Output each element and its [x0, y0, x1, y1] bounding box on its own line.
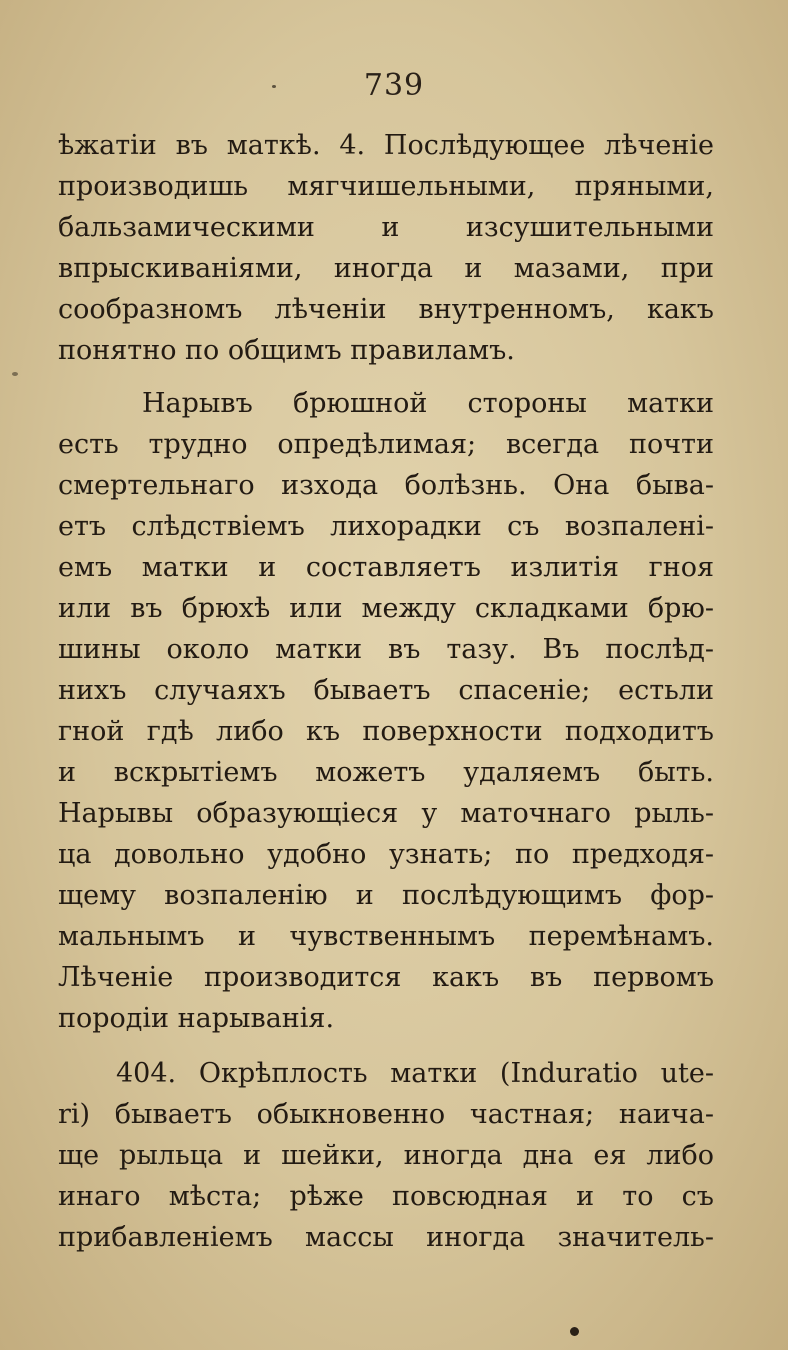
- body-text: [58, 125, 714, 1258]
- text-line: етъ слѣдствіемъ лихорадки съ возпаленi-: [58, 511, 714, 542]
- text-line: емъ матки и составляетъ излитія гноя: [58, 552, 714, 583]
- text-line: сообразномъ лѣченіи внутренномъ, какъ: [58, 294, 714, 325]
- text-line: 404. Окрѣплость матки (Induratio ute-: [116, 1058, 714, 1089]
- text-line: и вскрытіемъ можетъ удаляемъ быть.: [58, 757, 714, 788]
- text-line: смертельнаго изхода болѣзнь. Она быва-: [58, 470, 714, 501]
- text-line: инаго мѣста; рѣже повсюдная и то съ: [58, 1181, 714, 1212]
- text-line: есть трудно опредѣлимая; всегда почти: [58, 429, 714, 460]
- text-line: ца довольно удобно узнать; по предходя-: [58, 839, 714, 870]
- page-number: 739: [363, 68, 425, 103]
- text-line: бальзамическими и изсушительными: [58, 212, 714, 243]
- text-line: ще рыльца и шейки, иногда дна ея либо: [58, 1140, 714, 1171]
- text-line: гной гдѣ либо къ поверхности подходитъ: [58, 716, 714, 747]
- text-line: шины около матки въ тазу. Въ послѣд-: [58, 634, 714, 665]
- ink-spot: [12, 372, 18, 376]
- text-line: нихъ случаяхъ бываетъ спасеніе; естьли: [58, 675, 714, 706]
- text-line: или въ брюхѣ или между складками брю-: [58, 593, 714, 624]
- text-line: ѣжатіи въ маткѣ. 4. Послѣдующее лѣченіе: [58, 130, 714, 161]
- text-line: мальнымъ и чувственнымъ перемѣнамъ.: [58, 921, 714, 952]
- text-line: Нарывы образующіеся у маточнаго рыль-: [58, 798, 714, 829]
- text-line: прибавленіемъ массы иногда значитель-: [58, 1222, 714, 1253]
- ink-spot: [570, 1327, 579, 1336]
- text-line: Лѣченіе производится какъ въ первомъ: [58, 962, 714, 993]
- text-line: производишь мягчишельными, пряными,: [58, 171, 714, 202]
- text-line: понятно по общимъ правиламъ.: [58, 335, 515, 366]
- text-line: породіи нарыванія.: [58, 1003, 335, 1034]
- text-line: ri) бываетъ обыкновенно частная; наича-: [58, 1099, 714, 1130]
- text-line: впрыскиваніями, иногда и мазами, при: [58, 253, 714, 284]
- text-line: щему возпаленію и послѣдующимъ фор-: [58, 880, 714, 911]
- text-line: Нарывъ брюшной стороны матки: [142, 388, 714, 419]
